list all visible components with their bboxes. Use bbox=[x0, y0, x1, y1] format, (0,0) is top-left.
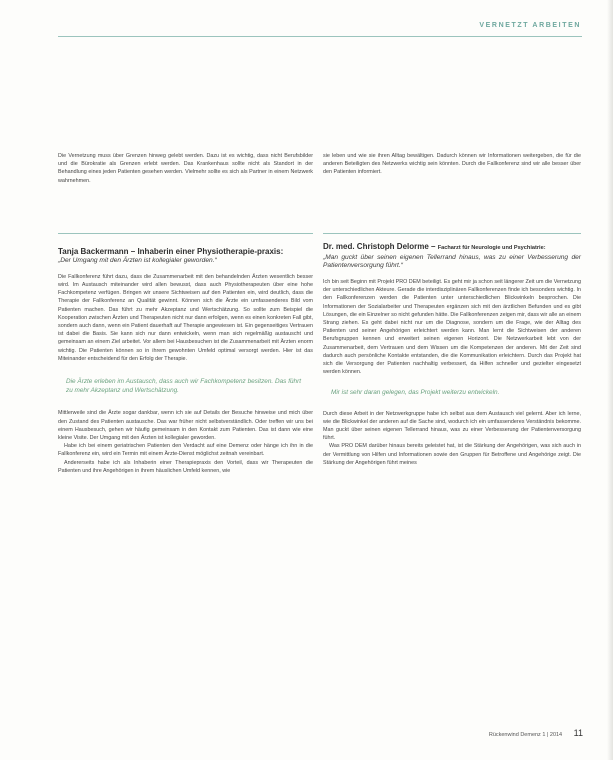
page-edge-shadow bbox=[607, 0, 613, 760]
right-speaker-quote: „Man guckt über seinen eigenen Tellerrand hinaus, was zu einer Verbesserung der Patientenversorgung führt.“ bbox=[323, 253, 581, 269]
left-body-1: Die Fallkonferenz führt dazu, dass die Zusammenarbeit mit den behandelnden Ärzten wesentlich besser wird. Im Austausch miteinander wird allen bewusst, dass auch Physiotherapeuten über eine hohe Fachkompetenz verfügen. Bringen wir unsere Sichtweisen auf den Patienten ein, wird deutlich, dass die Therapie der Fallkonferenz an Qualität gewinnt. Können sich die Ärzte ein umfassenderes Bild vom Patienten machen. Das führt zu mehr Akzeptanz und Wertschätzung. So sollte zum Beispiel die Kooperation zwischen Ärzten und Therapeuten nicht nur dann erfolgen, wenn es einen konkreten Fall gibt, sondern auch dann, wenn ein Patient dauerhaft auf Therapie angewiesen ist. Ein gegenseitiges Vertrauen ist dabei die Basis. Sie kann sich nur dann entwickeln, wenn man sich regelmäßig austauscht und gemeinsam an einem Ziel arbeitet. Vor allem bei Hausbesuchen ist die Zusammenarbeit mit Ärzten enorm wichtig. Die Patienten können so in ihrem gewohnten Umfeld optimal versorgt werden. Hier ist das Miteinander entscheidend für den Erfolg der Therapie. bbox=[58, 273, 313, 362]
left-column bbox=[58, 152, 313, 185]
right-speaker-name: Dr. med. Christoph Delorme – bbox=[323, 242, 436, 251]
page-number: 11 bbox=[573, 728, 583, 738]
left-interview bbox=[58, 247, 313, 475]
right-body-3: Was PRO DEM darüber hinaus bereits geleistet hat, ist die Stärkung der Angehörigen, was sich auch in der Vermittlung von Hilfen und Informationen sowie den Gruppen für Betroffene und Angehörige zeigt. Die Stärkung der Angehörigen führt meines bbox=[323, 443, 581, 466]
left-body-4: Andererseits habe ich als Inhaberin einer Therapiepraxis den Vorteil, dass wir Therapeuten die Patienten und ihre Angehörigen in ihrem häuslichen Umfeld kennen, wie bbox=[58, 459, 313, 474]
left-body-3: Habe ich bei einem geriatrischen Patienten den Verdacht auf eine Demenz oder hänge ich ihn in die Fallkonferenz ein, wird ein Termin mit einem Ärzte-Dienst möglichst zeitnah vereinbart. bbox=[58, 443, 313, 458]
left-body-2: Mittlerweile sind die Ärzte sogar dankbar, wenn ich sie auf Details der Besuche hinweise und mich über den Zustand des Patienten austausche. Das war früher nicht selbstverständlich. Oder treffen wir uns bei einem Hausbesuch, gehen wir häufig gemeinsam in den Kontakt zum Patienten. Das ist dann wie eine kleine Visite. Der Umgang mit den Ärzten ist kollegialer geworden. bbox=[58, 410, 313, 441]
left-intro-text: Die Vernetzung muss über Grenzen hinweg gelebt werden. Dazu ist es wichtig, dass nicht Berufsbilder und die Bürokratie als Grenzen erlebt werden. Das Krankenhaus sollte nicht als Standort in der Behandlung eines jeden Patienten gesehen werden. Vielmehr sollte es sich als Partner in einem Netzwerk wahrnehmen. bbox=[58, 153, 313, 184]
left-pull-quote: Die Ärzte erleben im Austausch, dass auch wir Fachkompetenz besitzen. Das führt zu mehr Akzeptanz und Wertschätzung. bbox=[66, 377, 301, 395]
right-pull-quote: Mir ist sehr daran gelegen, das Projekt weiterzu entwickeln. bbox=[331, 389, 500, 397]
header-rule bbox=[58, 36, 582, 37]
right-intro-text: sie leben und wie sie ihren Alltag bewältigen. Dadurch können wir Informationen weitergeben, die für die anderen Beteiligten des Netzwerks wichtig sein könnten. Durch die Fallkonferenz sind wir alle besser über den Patienten informiert. bbox=[323, 153, 581, 176]
right-interview bbox=[323, 242, 581, 467]
right-speaker-heading bbox=[323, 242, 581, 254]
section-label: VERNETZT ARBEITEN bbox=[479, 22, 581, 29]
magazine-title: Rückenwind Demenz 1 | 2014 bbox=[488, 732, 563, 738]
page-footer bbox=[489, 728, 583, 738]
right-body-2: Durch diese Arbeit in der Netzwerkgruppe habe ich selbst aus dem Austausch viel gelernt. Aber ich lerne, wie die Blickwinkel der anderen auf die Sache sind, wodurch ich ein umfassenderes Verständnis bekomme. Man guckt über seinen eigenen Tellerrand hinaus, was zu einer Verbesserung der Patientenversorgung führt. bbox=[323, 410, 581, 442]
right-column bbox=[323, 152, 581, 177]
right-body-1: Ich bin seit Beginn mit Projekt PRO DEM beteiligt. Es geht mir ja schon seit längerer Zeit um die Vernetzung der unterschiedlichen Akteure. Gerade die interdisziplinären Fallkonferenzen finde ich besonders wichtig. In den Fallkonferenzen werden die Patienten unter unterschiedlichen Blickwinkeln besprochen. Die Informationen der Sozialarbeiter und Therapeuten ergänzen sich mit den ärztlichen Befunden und es gibt Lösungen, die ein Einzelner so nicht gefunden hätte. Die Fallkonferenzen zeigen mir, dass wir alle an einem Strang ziehen. Es geht dabei nicht nur um die Diagnose, sondern um die Frage, wie der Alltag des Patienten und seiner Angehörigen erleichtert werden kann. Man lernt die Sichtweisen der anderen Berufsgruppen kennen und erweitert seinen eigenen Horizont. Die Netzwerkarbeit lebt von der Zusammenarbeit, dem Vertrauen und dem Wissen um die Kompetenzen der anderen. Mit der Zeit sind dadurch auch persönliche Kontakte entstanden, die die Kommunikation erleichtern. Durch das Projekt hat sich die Versorgung der Patienten nachhaltig verbessert, da Hilfen schneller und gezielter eingesetzt werden können. bbox=[323, 278, 581, 376]
left-speaker-heading: Tanja Backermann – Inhaberin einer Physiotherapie-praxis: bbox=[58, 247, 284, 256]
right-speaker-role: Facharzt für Neurologie und Psychiatrie: bbox=[437, 245, 546, 251]
right-divider bbox=[323, 233, 581, 234]
left-speaker-quote: „Der Umgang mit den Ärzten ist kollegialer geworden.“ bbox=[58, 256, 217, 264]
left-divider bbox=[58, 233, 313, 234]
